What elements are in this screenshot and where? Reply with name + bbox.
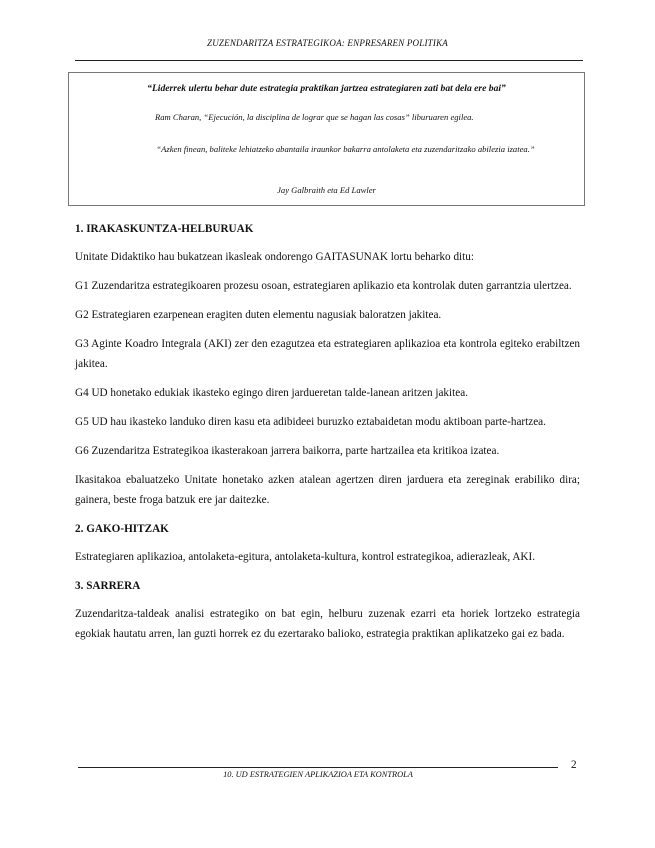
page-header-title: ZUZENDARITZA ESTRATEGIKOA: ENPRESAREN POLITIKA <box>207 38 448 48</box>
competence-g1: G1 Zuzendaritza estrategikoaren prozesu osoan, estrategiaren aplikazio eta kontrolak duten garrantzia ulertzea. <box>75 280 572 292</box>
section-1-heading: 1. IRAKASKUNTZA-HELBURUAK <box>75 223 254 235</box>
quote-1-author: Ram Charan, “Ejecución, la disciplina de lograr que se hagan las cosas” liburuaren egilea. <box>155 112 474 122</box>
competence-g4: G4 UD honetako edukiak ikasteko egingo diren jardueretan talde-lanean aritzen jakitea. <box>75 387 468 399</box>
competence-g3: G3 Aginte Koadro Integrala (AKI) zer den ezagutzea eta estrategiaren aplikazioa eta kontrola egiteko erabiltzen jakitea. <box>75 338 580 370</box>
section-1-closing: Ikasitakoa ebaluatzeko Unitate honetako azken atalean agertzen diren jarduera eta zereginak erabiliko dira; gainera, beste froga batzuk ere jar daitezke. <box>75 474 580 506</box>
quote-2-text: “Azken finean, baliteke lehiatzeko abantaila iraunkor bakarra antolaketa eta zuzendaritzako abilezia izatea.” <box>156 144 535 154</box>
competence-g5: G5 UD hau ikasteko landuko diren kasu eta adibideei buruzko eztabaidetan modu aktiboan parte-hartzea. <box>75 416 546 428</box>
section-2-text: Estrategiaren aplikazioa, antolaketa-egitura, antolaketa-kultura, kontrol estrategikoa, adierazleak, AKI. <box>75 551 536 563</box>
section-introduction <box>75 576 580 644</box>
section-3-heading: 3. SARRERA <box>75 580 141 592</box>
document-body <box>75 219 580 644</box>
section-2-heading: 2. GAKO-HITZAK <box>75 523 169 535</box>
header-divider <box>75 60 583 61</box>
quote-1-text: “Liderrek ulertu behar dute estrategia praktikan jartzea estrategiaren zati bat dela ere bai” <box>147 83 506 94</box>
page-number: 2 <box>571 759 577 771</box>
page-footer-title: 10. UD ESTRATEGIEN APLIKAZIOA ETA KONTROLA <box>223 770 413 779</box>
quote-box <box>68 72 585 206</box>
section-keywords <box>75 519 580 567</box>
section-1-intro: Unitate Didaktiko hau bukatzean ikasleak ondorengo GAITASUNAK lortu beharko ditu: <box>75 251 474 263</box>
section-learning-objectives <box>75 219 580 510</box>
competence-g2: G2 Estrategiaren ezarpenean eragiten duten elementu nagusiak baloratzen jakitea. <box>75 309 442 321</box>
competence-g6: G6 Zuzendaritza Estrategikoa ikasterakoan jarrera baikorra, parte hartzailea eta kritikoa izatea. <box>75 445 500 457</box>
quote-2-author: Jay Galbraith eta Ed Lawler <box>277 185 376 195</box>
footer-divider <box>78 767 558 768</box>
section-3-text: Zuzendaritza-taldeak analisi estrategiko on bat egin, helburu zuzenak ezarri eta horiek lortzeko estrategia egokiak hautatu arren, lan guzti horrek ez du ezertarako balioko, estrategia praktikan aplikatzeko gai ez bada. <box>75 608 580 640</box>
